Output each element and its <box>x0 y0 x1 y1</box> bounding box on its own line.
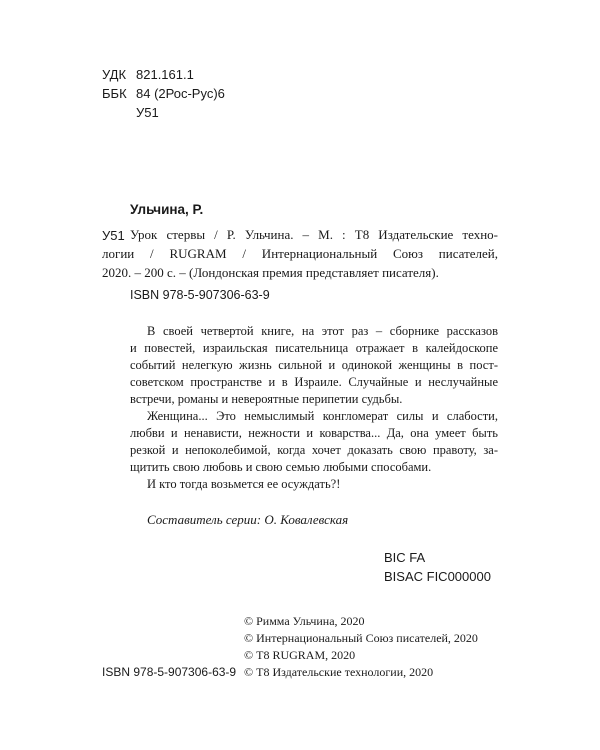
annotation-line: встречи, романы и невероятные перипетии судьбы. <box>130 392 403 406</box>
copyright-line: © Интернациональный Союз писателей, 2020 <box>244 631 478 645</box>
isbn-line: ISBN 978-5-907306-63-9 <box>130 288 270 302</box>
copyright-line: © Т8 RUGRAM, 2020 <box>244 648 356 662</box>
record-line: логии / RUGRAM / Интернациональный Союз писателей, <box>102 246 498 261</box>
bic-code: BIC FA <box>384 550 426 565</box>
copyright-line: © Т8 Издательские технологии, 2020 <box>244 665 434 679</box>
udk-value: 821.161.1 <box>136 67 194 82</box>
series-compiler: Составитель серии: О. Ковалевская <box>147 512 349 527</box>
cutter-code: У51 <box>136 105 159 120</box>
annotation-line: щитить свою любовь и свою семью любыми способами. <box>130 460 432 474</box>
record-line: 2020. – 200 с. – (Лондонская премия представляет писателя). <box>102 265 439 280</box>
bbk-row <box>102 86 225 101</box>
udk-label: УДК <box>102 67 127 82</box>
record-cutter: У51 <box>102 228 125 243</box>
record-line: Урок стервы / Р. Ульчина. – М. : Т8 Издательские техно- <box>130 227 498 242</box>
annotation-line: Женщина... Это немыслимый конгломерат силы и слабости, <box>147 409 498 423</box>
bbk-value: 84 (2Рос-Рус)6 <box>136 86 225 101</box>
annotation-line: советском пространстве и в Израиле. Случайные и неслучайные <box>130 375 498 389</box>
annotation-line: резкой и непоколебимой, когда хочет доказать свою правоту, за- <box>130 443 498 457</box>
copyright-line: © Римма Ульчина, 2020 <box>244 614 365 628</box>
annotation-line: событий нелегкую жизнь сильной и одинокой женщины в пост- <box>130 358 498 372</box>
bbk-label: ББК <box>102 86 127 101</box>
udk-row <box>102 67 194 82</box>
bisac-code: BISAC FIC000000 <box>384 569 491 584</box>
annotation-line: любви и ненависти, нежности и коварства... Да, она умеет быть <box>130 426 498 440</box>
copyright-isbn: ISBN 978-5-907306-63-9 <box>102 665 237 679</box>
annotation-line: В своей четвертой книге, на этот раз – сборнике рассказов <box>147 324 498 338</box>
author-heading: Ульчина, Р. <box>130 202 204 217</box>
annotation-line: И кто тогда возьмется ее осуждать?! <box>147 477 341 491</box>
annotation-line: и повестей, израильская писательница отражает в калейдоскопе <box>130 341 498 355</box>
